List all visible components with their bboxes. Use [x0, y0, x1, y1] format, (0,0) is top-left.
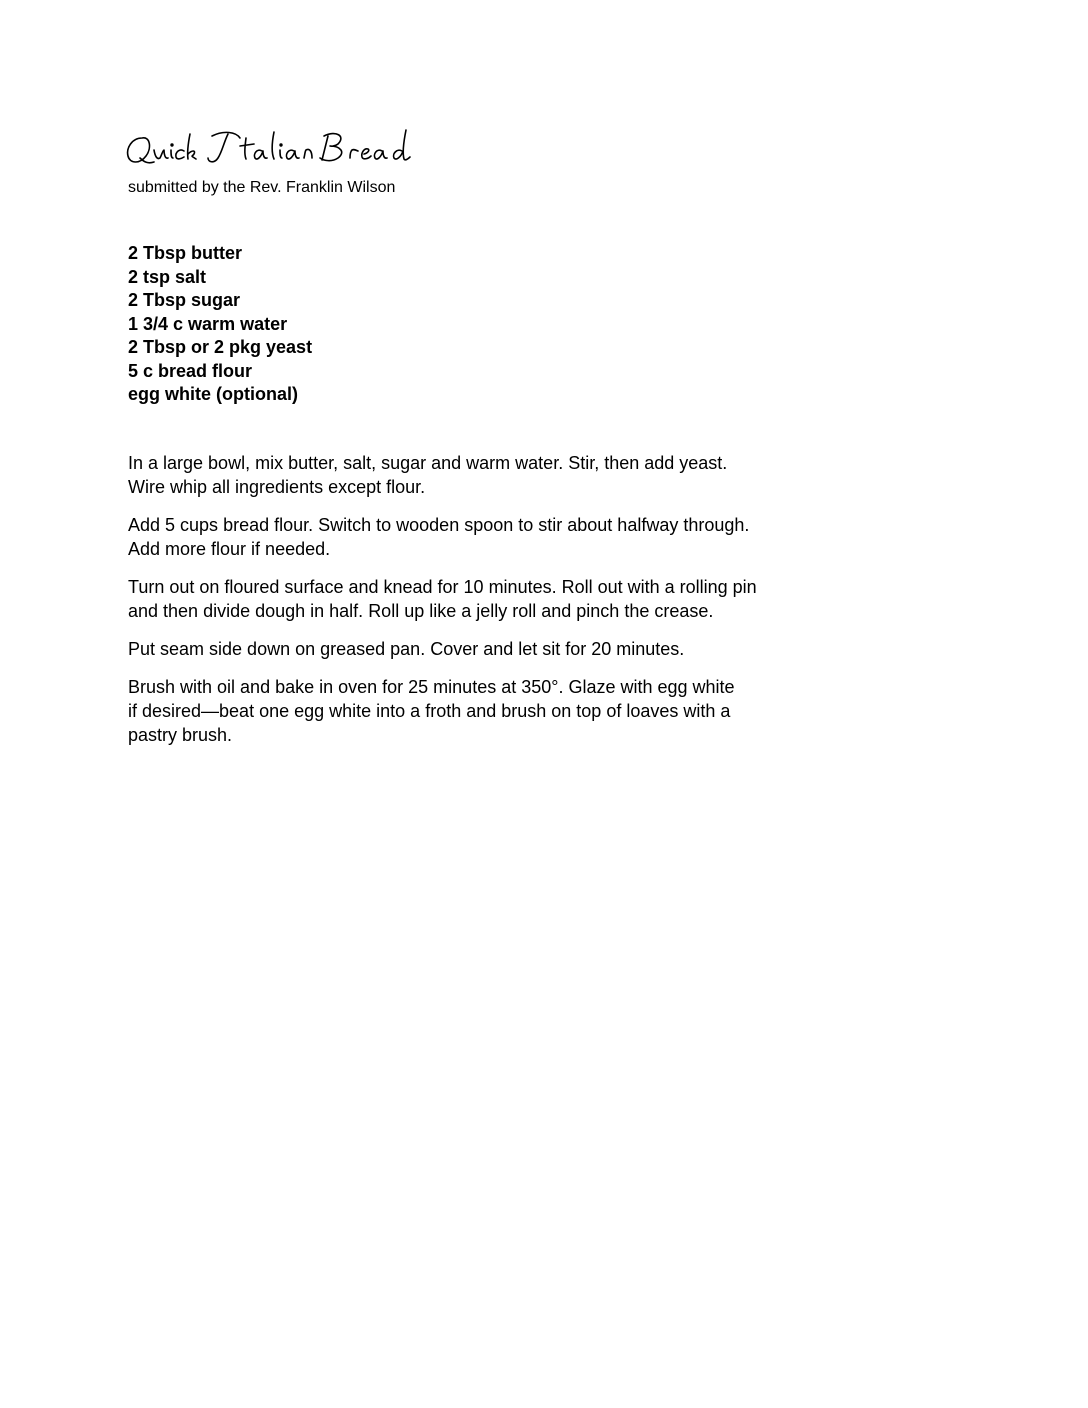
instruction-paragraph — [128, 675, 828, 747]
instruction-paragraph — [128, 575, 828, 623]
instructions — [128, 451, 828, 761]
instruction-line: Add 5 cups bread flour. Switch to wooden spoon to stir about halfway through. — [128, 515, 750, 535]
instruction-line: pastry brush. — [128, 725, 233, 745]
instruction-paragraph — [128, 637, 828, 661]
instruction-line: Wire whip all ingredients except flour. — [128, 477, 426, 497]
instruction-line: Brush with oil and bake in oven for 25 minutes at 350°. Glaze with egg white — [128, 677, 735, 697]
instruction-line: In a large bowl, mix butter, salt, sugar and warm water. Stir, then add yeast. — [128, 453, 728, 473]
ingredient-item: 1 3/4 c warm water — [128, 313, 288, 334]
ingredient-item: 2 Tbsp sugar — [128, 290, 241, 310]
instruction-line: Put seam side down on greased pan. Cover and let sit for 20 minutes. — [128, 639, 685, 659]
ingredient-item: 2 tsp salt — [128, 266, 207, 287]
instruction-line: if desired—beat one egg white into a froth and brush on top of loaves with a — [128, 701, 731, 721]
ingredient-item: 2 Tbsp butter — [128, 243, 243, 263]
instruction-line: Turn out on floured surface and knead for 10 minutes. Roll out with a rolling pin — [128, 577, 757, 597]
ingredient-item: 2 Tbsp or 2 pkg yeast — [128, 337, 313, 357]
instruction-line: Add more flour if needed. — [128, 539, 331, 559]
instruction-line: and then divide dough in half. Roll up like a jelly roll and pinch the crease. — [128, 601, 714, 621]
instruction-paragraph — [128, 451, 828, 499]
instruction-paragraph — [128, 513, 828, 561]
recipe-title — [124, 124, 444, 172]
byline: submitted by the Rev. Franklin Wilson — [128, 179, 396, 196]
ingredient-item: egg white (optional) — [128, 384, 298, 404]
ingredient-list — [128, 242, 312, 407]
ingredient-item: 5 c bread flour — [128, 360, 253, 381]
